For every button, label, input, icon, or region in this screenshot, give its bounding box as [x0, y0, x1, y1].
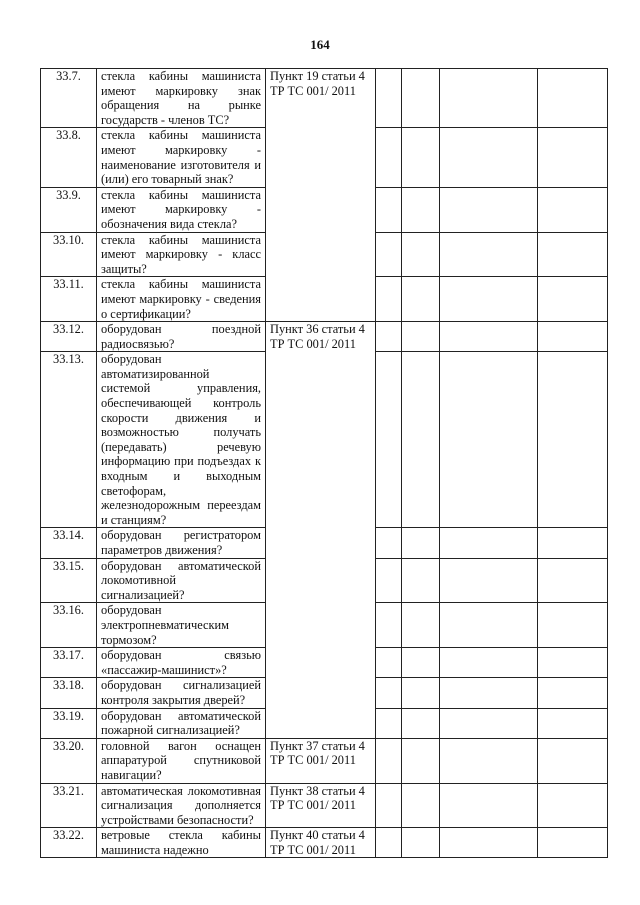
table-row	[41, 783, 608, 828]
item-number: 33.14.	[41, 528, 97, 558]
answer-cell[interactable]	[440, 648, 538, 678]
answer-cell[interactable]	[402, 128, 440, 187]
item-number: 33.9.	[41, 187, 97, 232]
answer-cell[interactable]	[538, 187, 608, 232]
answer-cell[interactable]	[402, 69, 440, 128]
item-question: оборудован сигнализацией контроля закрытия дверей?	[97, 678, 266, 708]
answer-cell[interactable]	[376, 783, 402, 828]
answer-cell[interactable]	[376, 708, 402, 738]
item-question: стекла кабины машиниста имеют маркировку - наименование изготовителя и (или) его товарный знак?	[97, 128, 266, 187]
answer-cell[interactable]	[402, 783, 440, 828]
table-row	[41, 828, 608, 858]
answer-cell[interactable]	[402, 558, 440, 603]
item-number: 33.10.	[41, 232, 97, 277]
answer-cell[interactable]	[538, 528, 608, 558]
item-number: 33.16.	[41, 603, 97, 648]
answer-cell[interactable]	[538, 603, 608, 648]
item-question: оборудован поездной радиосвязью?	[97, 322, 266, 352]
answer-cell[interactable]	[402, 828, 440, 858]
answer-cell[interactable]	[402, 352, 440, 528]
answer-cell[interactable]	[402, 678, 440, 708]
answer-cell[interactable]	[402, 648, 440, 678]
item-question: стекла кабины машиниста имеют маркировку - обозначения вида стекла?	[97, 187, 266, 232]
answer-cell[interactable]	[402, 322, 440, 352]
item-question: ветровые стекла кабины машиниста надежно	[97, 828, 266, 858]
item-question: автоматическая локомотивная сигнализация дополняется устройствами безопасности?	[97, 783, 266, 828]
answer-cell[interactable]	[440, 603, 538, 648]
answer-cell[interactable]	[376, 678, 402, 708]
answer-cell[interactable]	[402, 232, 440, 277]
answer-cell[interactable]	[440, 322, 538, 352]
item-question: стекла кабины машиниста имеют маркировку - сведения о сертификации?	[97, 277, 266, 322]
answer-cell[interactable]	[376, 187, 402, 232]
answer-cell[interactable]	[402, 603, 440, 648]
answer-cell[interactable]	[538, 738, 608, 783]
legal-reference: Пункт 37 статьи 4 ТР ТС 001/ 2011	[266, 738, 376, 783]
answer-cell[interactable]	[538, 828, 608, 858]
table-row	[41, 322, 608, 352]
answer-cell[interactable]	[376, 648, 402, 678]
item-number: 33.18.	[41, 678, 97, 708]
item-number: 33.11.	[41, 277, 97, 322]
answer-cell[interactable]	[440, 187, 538, 232]
answer-cell[interactable]	[440, 528, 538, 558]
answer-cell[interactable]	[440, 232, 538, 277]
answer-cell[interactable]	[538, 322, 608, 352]
answer-cell[interactable]	[440, 678, 538, 708]
answer-cell[interactable]	[376, 69, 402, 128]
answer-cell[interactable]	[402, 738, 440, 783]
item-number: 33.21.	[41, 783, 97, 828]
answer-cell[interactable]	[440, 558, 538, 603]
answer-cell[interactable]	[402, 277, 440, 322]
answer-cell[interactable]	[376, 558, 402, 603]
answer-cell[interactable]	[538, 678, 608, 708]
answer-cell[interactable]	[538, 648, 608, 678]
answer-cell[interactable]	[538, 277, 608, 322]
answer-cell[interactable]	[538, 352, 608, 528]
page-number: 164	[310, 37, 330, 52]
answer-cell[interactable]	[376, 528, 402, 558]
item-question: оборудован электропневматическим тормозом?	[97, 603, 266, 648]
item-question: оборудован автоматической локомотивной сигнализацией?	[97, 558, 266, 603]
item-number: 33.19.	[41, 708, 97, 738]
answer-cell[interactable]	[376, 232, 402, 277]
answer-cell[interactable]	[376, 277, 402, 322]
item-question: головной вагон оснащен аппаратурой спутниковой навигации?	[97, 738, 266, 783]
answer-cell[interactable]	[538, 128, 608, 187]
legal-reference: Пункт 40 статьи 4 ТР ТС 001/ 2011	[266, 828, 376, 858]
answer-cell[interactable]	[376, 128, 402, 187]
item-number: 33.12.	[41, 322, 97, 352]
answer-cell[interactable]	[376, 828, 402, 858]
answer-cell[interactable]	[402, 528, 440, 558]
table-row	[41, 69, 608, 128]
answer-cell[interactable]	[538, 232, 608, 277]
answer-cell[interactable]	[440, 783, 538, 828]
answer-cell[interactable]	[376, 738, 402, 783]
answer-cell[interactable]	[376, 603, 402, 648]
answer-cell[interactable]	[440, 738, 538, 783]
item-question: стекла кабины машиниста имеют маркировку знак обращения на рынке государств - членов ТС?	[97, 69, 266, 128]
item-question: оборудован автоматизированной системой управления, обеспечивающей контроль скорости движения и возможностью получать (передавать) речевую информацию при подъездах к входным и выходным светофорам, железнодорожным переездам и станциям?	[97, 352, 266, 528]
answer-cell[interactable]	[440, 828, 538, 858]
answer-cell[interactable]	[538, 708, 608, 738]
answer-cell[interactable]	[402, 708, 440, 738]
item-number: 33.13.	[41, 352, 97, 528]
item-question: оборудован автоматической пожарной сигнализацией?	[97, 708, 266, 738]
item-question: оборудован связью «пассажир-машинист»?	[97, 648, 266, 678]
answer-cell[interactable]	[538, 69, 608, 128]
table-row	[41, 738, 608, 783]
item-number: 33.8.	[41, 128, 97, 187]
item-number: 33.20.	[41, 738, 97, 783]
item-question: оборудован регистратором параметров движения?	[97, 528, 266, 558]
item-number: 33.7.	[41, 69, 97, 128]
legal-reference: Пункт 19 статьи 4 ТР ТС 001/ 2011	[266, 69, 376, 322]
answer-cell[interactable]	[538, 783, 608, 828]
answer-cell[interactable]	[376, 352, 402, 528]
item-number: 33.17.	[41, 648, 97, 678]
requirements-table	[40, 68, 608, 858]
item-number: 33.15.	[41, 558, 97, 603]
answer-cell[interactable]	[538, 558, 608, 603]
answer-cell[interactable]	[440, 128, 538, 187]
legal-reference: Пункт 38 статьи 4 ТР ТС 001/ 2011	[266, 783, 376, 828]
item-question: стекла кабины машиниста имеют маркировку - класс защиты?	[97, 232, 266, 277]
answer-cell[interactable]	[440, 277, 538, 322]
answer-cell[interactable]	[440, 69, 538, 128]
answer-cell[interactable]	[440, 708, 538, 738]
answer-cell[interactable]	[376, 322, 402, 352]
answer-cell[interactable]	[402, 187, 440, 232]
item-number: 33.22.	[41, 828, 97, 858]
answer-cell[interactable]	[440, 352, 538, 528]
legal-reference: Пункт 36 статьи 4 ТР ТС 001/ 2011	[266, 322, 376, 739]
